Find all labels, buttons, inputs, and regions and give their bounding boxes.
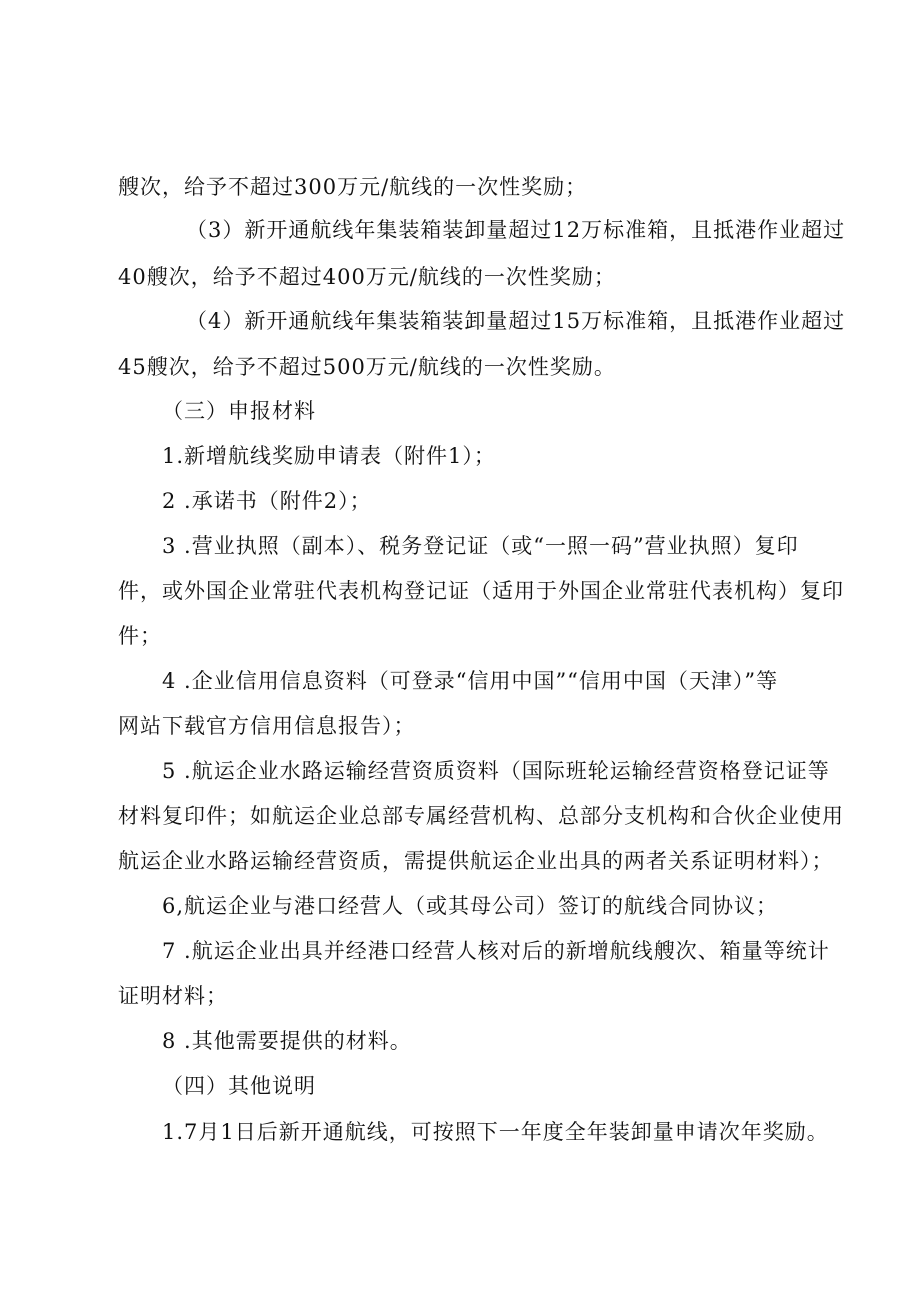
text-line-2: （3）新开通航线年集装箱装卸量超过12万标准箱，且抵港作业超过 — [186, 218, 846, 242]
text-line-12: 4 .企业信用信息资料（可登录“信用中国”“信用中国（天津）”等 — [162, 669, 779, 693]
text-line-22: 1.7月1日后新开通航线，可按照下一年度全年装卸量申请次年奖励。 — [162, 1120, 829, 1144]
text-line-8: 2 .承诺书（附件2）； — [162, 489, 372, 513]
text-line-4: （4）新开通航线年集装箱装卸量超过15万标准箱，且抵港作业超过 — [186, 309, 846, 333]
text-line-11: 件； — [118, 624, 162, 648]
section-heading-3: （三）申报材料 — [162, 399, 316, 423]
text-line-18: 7 .航运企业出具并经港口经营人核对后的新增航线艘次、箱量等统计 — [162, 939, 830, 963]
text-line-3: 40艘次，给予不超过400万元/航线的一次性奖励； — [118, 265, 616, 289]
text-line-20: 8 .其他需要提供的材料。 — [162, 1029, 412, 1053]
text-line-15: 材料复印件；如航运企业总部专属经营机构、总部分支机构和合伙企业使用 — [118, 804, 844, 828]
text-line-10: 件，或外国企业常驻代表机构登记证（适用于外国企业常驻代表机构）复印 — [118, 579, 844, 603]
text-line-17: 6,航运企业与港口经营人（或其母公司）签订的航线合同协议； — [162, 894, 779, 918]
text-line-14: 5 .航运企业水路运输经营资质资料（国际班轮运输经营资格登记证等 — [162, 759, 830, 783]
section-heading-4: （四）其他说明 — [162, 1074, 316, 1098]
text-line-16: 航运企业水路运输经营资质，需提供航运企业出具的两者关系证明材料）； — [118, 849, 834, 873]
text-line-19: 证明材料； — [118, 984, 228, 1008]
text-line-13: 网站下载官方信用信息报告）； — [118, 714, 416, 738]
text-line-5: 45艘次，给予不超过500万元/航线的一次性奖励。 — [118, 355, 616, 379]
text-line-1: 艘次，给予不超过300万元/航线的一次性奖励； — [118, 175, 588, 199]
text-line-9: 3 .营业执照（副本）、税务登记证（或“一照一码”营业执照）复印 — [162, 534, 799, 558]
text-line-7: 1.新增航线奖励申请表（附件1）； — [162, 444, 496, 468]
